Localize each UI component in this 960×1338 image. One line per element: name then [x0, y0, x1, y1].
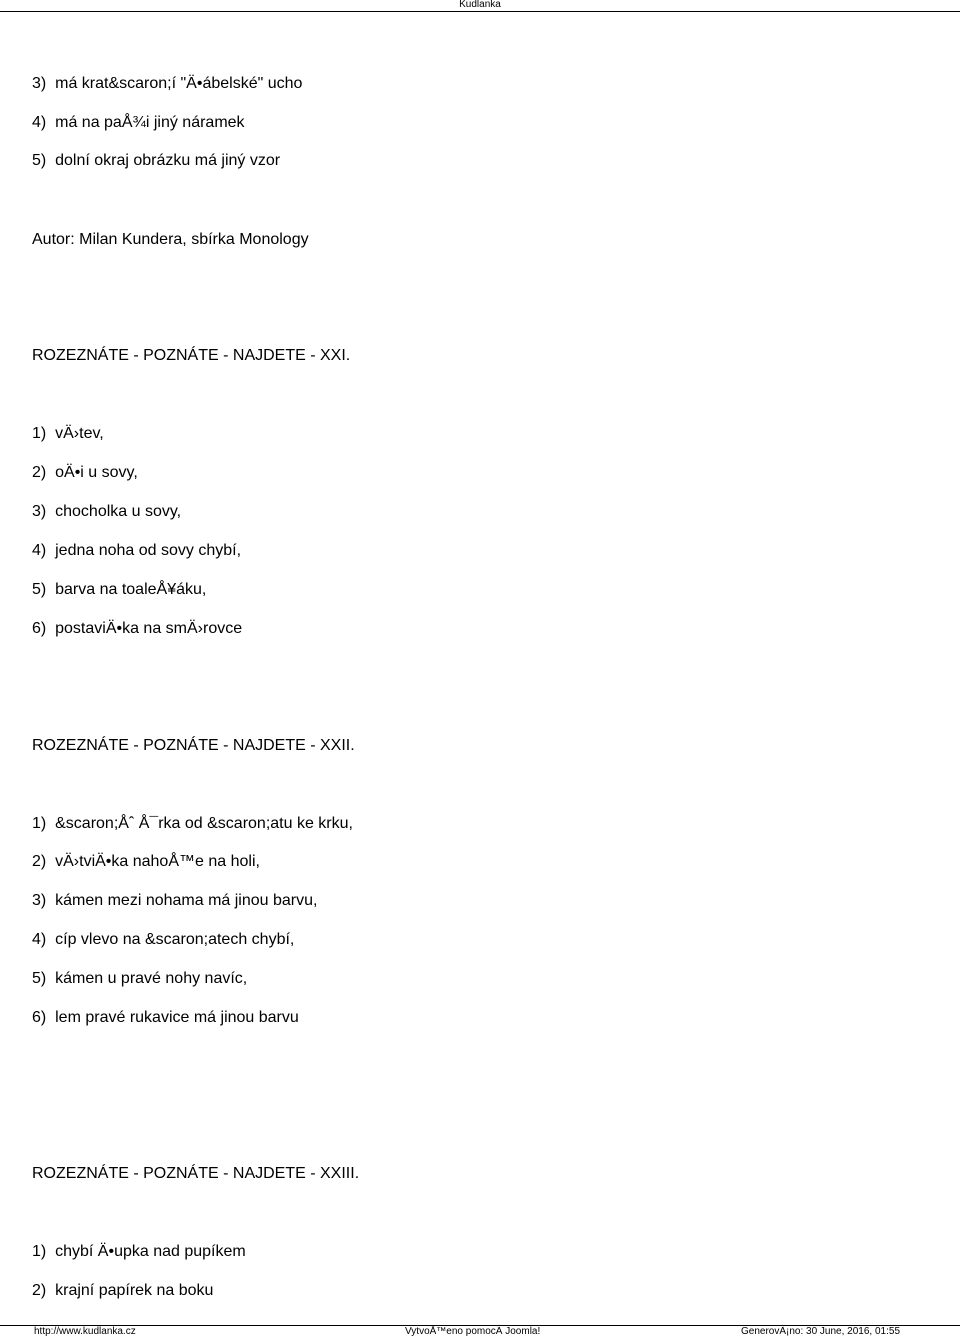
- list-item: 6) postaviÄ•ka na smÄ›rovce: [32, 620, 243, 637]
- list-item: 1) vÄ›tev,: [32, 425, 104, 442]
- list-item: 5) barva na toaleÅ¥áku,: [32, 581, 207, 598]
- list-item: 4) jedna noha od sovy chybí,: [32, 542, 242, 559]
- list-item: 6) lem pravé rukavice má jinou barvu: [32, 1009, 299, 1026]
- list-item: 1) chybí Ä•upka nad pupíkem: [32, 1243, 246, 1260]
- section-heading: ROZEZNÁTE - POZNÁTE - NAJDETE - XXIII.: [32, 1165, 360, 1182]
- section-heading: ROZEZNÁTE - POZNÁTE - NAJDETE - XXI.: [32, 347, 351, 364]
- list-item: 5) dolní okraj obrázku má jiný vzor: [32, 152, 281, 169]
- list-item: 2) vÄ›tviÄ•ka nahoÅ™e na holi,: [32, 853, 260, 870]
- page-header: Kudlanka: [459, 0, 501, 10]
- header-rule: [0, 11, 960, 12]
- footer-url-link[interactable]: http://www.kudlanka.cz: [34, 1326, 136, 1337]
- list-item: 2) oÄ•i u sovy,: [32, 464, 138, 481]
- footer-created-by: VytvoÅ™eno pomocÃ Joomla!: [405, 1326, 541, 1337]
- author-line: Autor: Milan Kundera, sbírka Monology: [32, 231, 309, 248]
- list-item: 5) kámen u pravé nohy navíc,: [32, 970, 248, 987]
- list-item: 3) chocholka u sovy,: [32, 503, 182, 520]
- footer-generated-date: GenerovÃ¡no: 30 June, 2016, 01:55: [741, 1326, 901, 1337]
- list-item: 2) krajní papírek na boku: [32, 1282, 214, 1299]
- list-item: 1) &scaron;Åˆ Å¯rka od &scaron;atu ke krku,: [32, 815, 353, 832]
- list-item: 4) cíp vlevo na &scaron;atech chybí,: [32, 931, 295, 948]
- list-item: 3) kámen mezi nohama má jinou barvu,: [32, 892, 318, 909]
- list-item: 3) má krat&scaron;í "Ä•ábelské" ucho: [32, 75, 303, 92]
- list-item: 4) má na paÅ¾i jiný náramek: [32, 114, 245, 131]
- section-heading: ROZEZNÁTE - POZNÁTE - NAJDETE - XXII.: [32, 737, 355, 754]
